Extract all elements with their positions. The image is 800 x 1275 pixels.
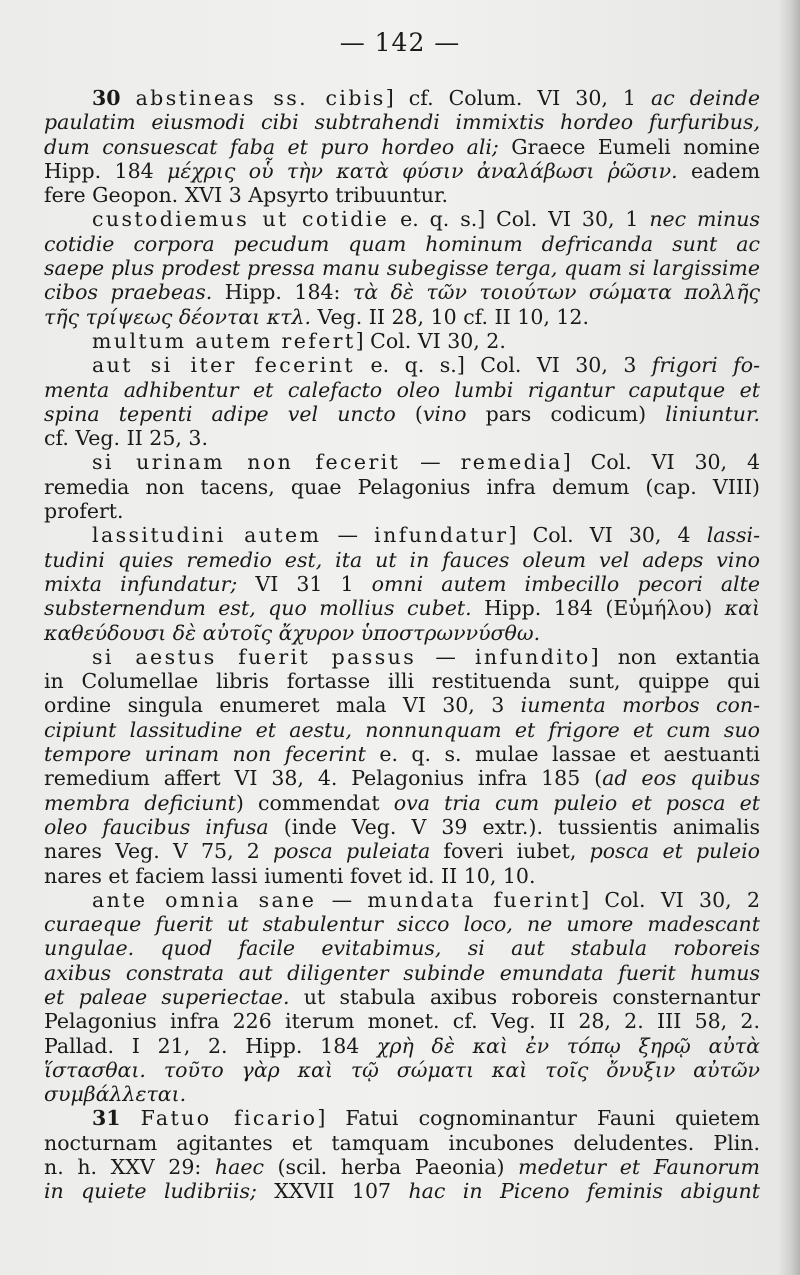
text-segment: axibus constrata aut diligenter subinde emundata fuerit humus bbox=[44, 960, 760, 985]
text-line bbox=[44, 1009, 760, 1033]
text-line bbox=[44, 426, 760, 450]
text-line bbox=[44, 135, 760, 159]
text-segment: hac in Piceno feminis abigunt bbox=[408, 1179, 761, 1204]
text-segment: curaeque fuerit ut stabulentur sicco loco, ne umore madescant bbox=[44, 912, 760, 937]
text-segment: Hipp. 184 bbox=[44, 158, 168, 183]
text-line bbox=[44, 353, 760, 377]
text-segment: menta adhibentur et calefacto oleo lumbi rigantur caputque et bbox=[44, 377, 760, 402]
text-segment: ordine singula enumeret mala VI 30, 3 bbox=[44, 693, 521, 718]
text-segment: Graece Eumeli nomine bbox=[498, 134, 760, 159]
text-segment: saepe plus prodest pressa manu subegisse terga, quam si largissime bbox=[44, 256, 760, 281]
lemma-text: Fatuo ficario bbox=[140, 1106, 318, 1131]
greek-text: ἵστασθαι. τοῦτο γὰρ καὶ τῷ σώματι καὶ τοῖς ὄνυξιν αὐτῶν bbox=[44, 1057, 760, 1082]
text-segment bbox=[121, 1106, 141, 1130]
text-line bbox=[44, 645, 760, 669]
text-segment: ] Col. VI 30, 4 bbox=[562, 450, 760, 475]
text-line bbox=[44, 1106, 760, 1130]
text-segment: — bbox=[400, 450, 461, 475]
lemma-text: si urinam non fecerit bbox=[92, 450, 401, 475]
text-line bbox=[44, 1082, 760, 1106]
greek-text: τὰ δὲ τῶν τοιούτων σώματα πολλῆς bbox=[352, 280, 760, 305]
text-line bbox=[44, 183, 760, 207]
text-line bbox=[44, 378, 760, 402]
text-segment: n. h. XXV 29: bbox=[44, 1155, 215, 1180]
text-segment bbox=[121, 86, 136, 110]
text-line bbox=[44, 669, 760, 693]
text-segment: ac deinde bbox=[650, 86, 760, 110]
text-segment: Veg. II 28, 10 cf. II 10, 12. bbox=[311, 304, 589, 329]
text-line bbox=[44, 450, 760, 474]
text-segment: foveri iubet, bbox=[430, 839, 590, 864]
text-segment: haec bbox=[214, 1155, 264, 1180]
text-line bbox=[44, 621, 760, 645]
text-segment: nares Veg. V 75, 2 bbox=[44, 839, 274, 864]
text-segment: e. q. s.] Col. VI 30, 1 bbox=[389, 207, 650, 232]
greek-text: καθεύδουσι δὲ αὐτοῖς ἄχυρον ὑποστρωννύσθω. bbox=[44, 620, 541, 645]
text-line bbox=[44, 936, 760, 960]
text-segment: ( bbox=[395, 401, 423, 426]
text-segment: ] cf. Colum. VI 30, 1 bbox=[385, 86, 651, 110]
text-segment: ] Col. VI 30, 4 bbox=[508, 523, 707, 548]
text-segment: — bbox=[321, 523, 375, 548]
text-line bbox=[44, 159, 760, 183]
text-segment: Pallad. I 21, 2. Hipp. 184 bbox=[44, 1033, 378, 1058]
text-segment: ] Col. VI 30, 2. bbox=[355, 328, 506, 353]
text-line bbox=[44, 499, 760, 523]
greek-text: μέχρις οὗ τὴν κατὰ φύσιν ἀναλάβωσι ῥῶσιν. bbox=[167, 158, 678, 183]
text-line bbox=[44, 207, 760, 231]
text-line bbox=[44, 305, 760, 329]
lemma-text: infundito bbox=[474, 644, 591, 669]
text-segment: ova tria cum puleio et posca et bbox=[393, 790, 761, 815]
text-segment: mixta infundatur; bbox=[44, 571, 238, 596]
text-segment: cf. Veg. II 25, 3. bbox=[44, 426, 208, 451]
text-segment: frigori fo- bbox=[651, 353, 760, 378]
text-segment: fere Geopon. XVI 3 Apsyrto tribuuntur. bbox=[44, 183, 449, 208]
text-line bbox=[44, 718, 760, 742]
lemma-text: mundata fuerint bbox=[367, 887, 582, 912]
text-line bbox=[44, 402, 760, 426]
commentary-text bbox=[44, 86, 760, 1204]
text-segment: ] non extantia bbox=[590, 644, 760, 669]
text-segment: — bbox=[416, 644, 475, 669]
text-segment: eadem bbox=[677, 158, 761, 183]
lemma-text: remedia bbox=[460, 450, 563, 475]
text-line bbox=[44, 791, 760, 815]
text-segment: Pelagonius infra 226 iterum monet. cf. Veg. II 28, 2. III 58, 2. bbox=[44, 1009, 760, 1034]
text-line bbox=[44, 985, 760, 1009]
text-segment: in quiete ludibriis; bbox=[44, 1179, 257, 1204]
text-line bbox=[44, 548, 760, 572]
text-segment: ) commendat bbox=[235, 790, 394, 815]
lemma-text: multum autem refert bbox=[92, 328, 356, 353]
text-segment: spina tepenti adipe vel uncto bbox=[44, 401, 396, 426]
text-segment: dum consuescat faba et puro hordeo ali; bbox=[44, 134, 499, 159]
text-line bbox=[44, 912, 760, 936]
text-line bbox=[44, 1034, 760, 1058]
text-segment: Hipp. 184 (Εὐμήλου) bbox=[471, 596, 725, 621]
text-line bbox=[44, 572, 760, 596]
text-segment: cotidie corpora pecudum quam hominum defricanda sunt ac bbox=[44, 231, 760, 256]
lemma-text: infundatur bbox=[374, 523, 509, 548]
text-segment: e. q. s.] Col. VI 30, 3 bbox=[355, 353, 652, 378]
text-segment: ut stabula axibus roboreis consternantur bbox=[289, 984, 760, 1009]
text-segment: membra deficiunt bbox=[44, 790, 236, 815]
text-line bbox=[44, 839, 760, 863]
text-segment: ad eos quibus bbox=[602, 766, 760, 791]
text-segment: tempore urinam non fecerint bbox=[44, 742, 366, 767]
text-line bbox=[44, 110, 760, 134]
text-segment: e. q. s. mulae lassae et aestuanti bbox=[365, 742, 760, 767]
greek-text: καὶ bbox=[724, 596, 760, 621]
text-segment: remedia non tacens, quae Pelagonius infra demum (cap. VIII) bbox=[44, 474, 760, 499]
lemma-text: abstineas ss. cibis bbox=[135, 86, 386, 110]
text-line bbox=[44, 596, 760, 620]
greek-text: χρὴ δὲ καὶ ἐν τόπῳ ξηρῷ αὐτὰ bbox=[377, 1033, 760, 1058]
text-segment: nocturnam agitantes et tamquam incubones deludentes. Plin. bbox=[44, 1130, 760, 1155]
lemma-text: aut si iter fecerint bbox=[92, 353, 356, 378]
text-segment: posca puleiata bbox=[273, 839, 431, 864]
text-line bbox=[44, 1058, 760, 1082]
text-segment: (inde Veg. V 39 extr.). tussientis animalis bbox=[268, 814, 761, 839]
text-segment: cibos praebeas. bbox=[44, 280, 213, 305]
lemma-text: ante omnia sane bbox=[92, 887, 317, 912]
text-line bbox=[44, 475, 760, 499]
page-edge-shadow bbox=[778, 0, 800, 1275]
text-line bbox=[44, 256, 760, 280]
text-segment: omni autem imbecillo pecori alte bbox=[371, 571, 760, 596]
text-segment: vino bbox=[422, 401, 467, 426]
text-line bbox=[44, 1179, 760, 1203]
text-segment: — bbox=[316, 887, 368, 912]
text-segment: nec minus bbox=[649, 207, 760, 232]
text-segment: VI 31 1 bbox=[237, 571, 372, 596]
greek-text: συμβάλλεται. bbox=[44, 1082, 187, 1107]
text-line bbox=[44, 232, 760, 256]
note-number: 30 bbox=[92, 86, 121, 110]
text-segment: substernendum est, quo mollius cubet. bbox=[44, 596, 472, 621]
text-segment: posca et puleio bbox=[589, 839, 760, 864]
note-number: 31 bbox=[92, 1106, 121, 1131]
text-line bbox=[44, 815, 760, 839]
text-segment: et paleae superiectae. bbox=[44, 984, 290, 1009]
text-line bbox=[44, 280, 760, 304]
text-segment: XXVII 107 bbox=[256, 1179, 409, 1204]
lemma-text: lassitudini autem bbox=[92, 523, 322, 548]
text-line bbox=[44, 1131, 760, 1155]
text-segment: iumenta morbos con- bbox=[520, 693, 761, 718]
text-segment: in Columellae libris fortasse illi restituenda sunt, quippe qui bbox=[44, 669, 760, 694]
text-segment: profert. bbox=[44, 499, 124, 524]
text-segment: paulatim eiusmodi cibi subtrahendi immixtis hordeo furfuribus, bbox=[44, 110, 760, 135]
page-number: — 142 — bbox=[339, 28, 461, 57]
text-segment: ungulae. quod facile evitabimus, si aut stabula roboreis bbox=[44, 936, 760, 961]
text-line bbox=[44, 693, 760, 717]
text-line bbox=[44, 86, 760, 110]
lemma-text: custodiemus ut cotidie bbox=[92, 207, 390, 232]
text-line bbox=[44, 1155, 760, 1179]
text-segment: pars codicum) bbox=[466, 401, 666, 426]
text-line bbox=[44, 742, 760, 766]
text-segment: lassi- bbox=[706, 523, 760, 548]
text-line bbox=[44, 888, 760, 912]
text-segment: tudini quies remedio est, ita ut in fauces oleum vel adeps vino bbox=[44, 547, 760, 572]
text-segment: oleo faucibus infusa bbox=[44, 814, 269, 839]
text-segment: (scil. herba Paeonia) bbox=[263, 1155, 519, 1180]
text-segment: medetur et Faunorum bbox=[518, 1155, 760, 1180]
text-segment: ] Col. VI 30, 2 bbox=[581, 887, 760, 912]
lemma-text: si aestus fuerit passus bbox=[92, 644, 417, 669]
text-line bbox=[44, 961, 760, 985]
text-line bbox=[44, 864, 760, 888]
text-line bbox=[44, 766, 760, 790]
text-segment: nares et faciem lassi iumenti fovet id. II 10, 10. bbox=[44, 863, 536, 888]
text-segment: liniuntur. bbox=[665, 401, 761, 426]
text-segment: cipiunt lassitudine et aestu, nonnunquam et frigore et cum suo bbox=[44, 717, 760, 742]
text-segment: Hipp. 184: bbox=[212, 280, 353, 305]
text-segment: ] Fatui cognominantur Fauni quietem bbox=[317, 1106, 760, 1131]
text-line bbox=[44, 523, 760, 547]
text-line bbox=[44, 329, 760, 353]
greek-text: τῆς τρίψεως δέονται κτλ. bbox=[44, 304, 312, 329]
text-segment: remedium affert VI 38, 4. Pelagonius infra 185 ( bbox=[44, 766, 603, 791]
